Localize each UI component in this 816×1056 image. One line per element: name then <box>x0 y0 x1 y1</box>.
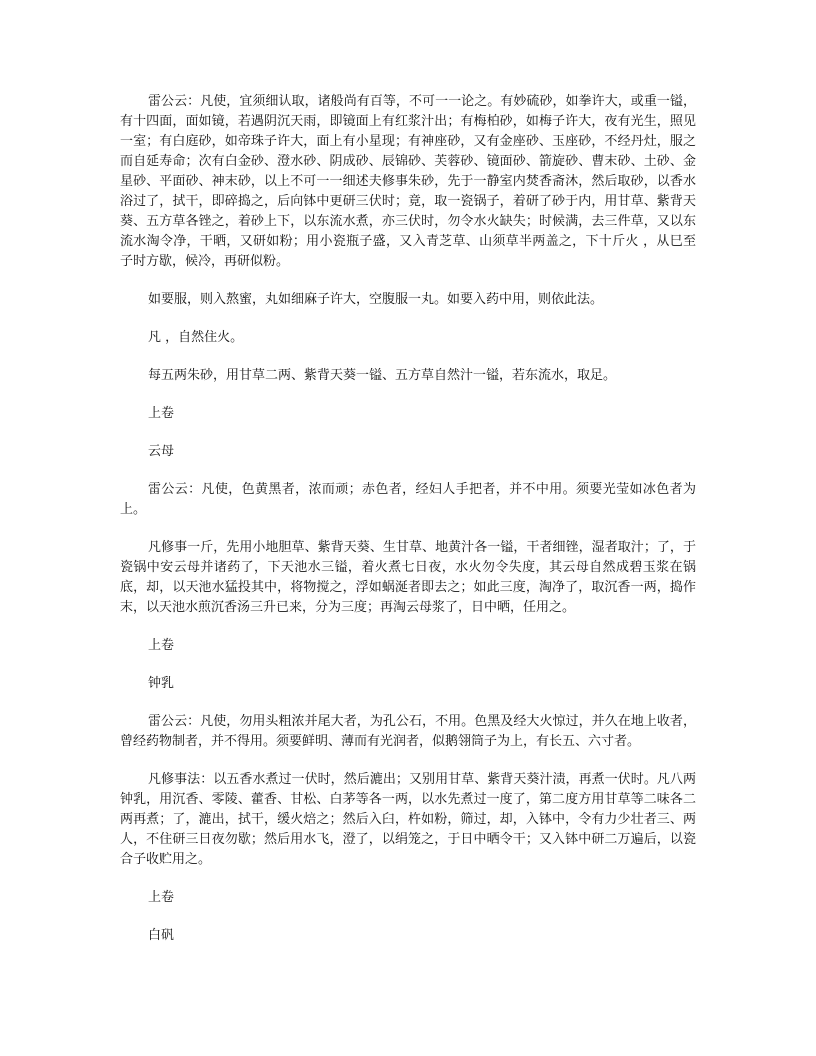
section-heading-yunmu: 云母 <box>148 444 175 459</box>
document-body <box>120 92 696 964</box>
paragraph-yunmu-selection: 雷公云：凡使，色黄黑者，浓而顽；赤色者，经妇人手把者，并不中用。须要光莹如冰色者为上。 <box>120 482 696 517</box>
paragraph-yunmu-processing: 凡修事一斤，先用小地胆草、紫背天葵、生甘草、地黄汁各一镒，干者细锉，湿者取汁；了，于瓷锅中安云母并诸药了，下天池水三镒，着火煮七日夜，水火勿令失度，其云母自然成碧玉浆在锅底，却，以天池水猛投其中，将物搅之，浮如蜗涎者即去之；如此三度，淘净了，取沉香一两，捣作末，以天池水煎沉香汤三升已来，分为三度；再淘云母浆了，日中晒，任用之。 <box>120 540 696 615</box>
paragraph-zhusha-dosage: 每五两朱砂，用甘草二两、紫背天葵一镒、五方草自然汁一镒，若东流水，取足。 <box>148 368 617 383</box>
paragraph-zhongru-processing: 凡修事法：以五香水煮过一伏时，然后漉出；又别用甘草、紫背天葵汁渍，再煮一伏时。凡八两钟乳，用沉香、零陵、藿香、甘松、白茅等各一两，以水先煮过一度了，第二度方用甘草等二味各二两再煮；了，漉出，拭干，缓火焙之；然后入臼，杵如粉，筛过，却，入钵中，令有力少壮者三、两人，不住研三日夜勿歇；然后用水飞，澄了，以绢笼之，于日中晒令干；又入钵中研二万遍后，以瓷合子收贮用之。 <box>120 772 696 867</box>
paragraph-zhusha-usage: 如要服，则入熬蜜，丸如细麻子许大，空腹服一丸。如要入药中用，则依此法。 <box>148 292 604 307</box>
section-heading-zhongru: 钟乳 <box>148 676 175 691</box>
section-heading-volume: 上卷 <box>148 638 175 653</box>
section-heading-volume: 上卷 <box>148 890 175 905</box>
section-heading-volume: 上卷 <box>148 406 175 421</box>
section-heading-baifan: 白矾 <box>148 928 175 943</box>
paragraph-zhusha-intro: 雷公云：凡使，宜须细认取，诸般尚有百等，不可一一论之。有妙硫砂，如拳许大，或重一镒，有十四面，面如镜，若遇阴沉天雨，即镜面上有红浆汁出；有梅柏砂，如梅子许大，夜有光生，照见一室；有白庭砂，如帝珠子许大，面上有小星现；有神座砂，又有金座砂、玉座砂，不经丹灶，服之而自延寿命；次有白金砂、澄水砂、阴成砂、辰锦砂、芙蓉砂、镜面砂、箭旋砂、曹末砂、土砂、金星砂、平面砂、神末砂，以上不可一一细述夫修事朱砂，先于一静室内焚香斋沐，然后取砂，以香水浴过了，拭干，即碎捣之，后向钵中更研三伏时；竟，取一瓷锅子，着研了砂于内，用甘草、紫背天葵、五方草各锉之，着砂上下，以东流水煮，亦三伏时，勿令水火缺失；时候满，去三件草，又以东流水淘令净，干晒，又研如粉；用小瓷瓶子盛，又入青芝草、山须草半两盖之，下十斤火 ，从巳至子时方歇，候冷，再研似粉。 <box>120 94 696 269</box>
paragraph-zhusha-fire: 凡 ，自然住火。 <box>148 330 244 345</box>
paragraph-zhongru-selection: 雷公云：凡使，勿用头粗浓并尾大者，为孔公石，不用。色黑及经大火惊过，并久在地上收者，曾经药物制者，并不得用。须要鲜明、薄而有光润者，似鹅翎筒子为上，有长五、六寸者。 <box>120 714 696 749</box>
